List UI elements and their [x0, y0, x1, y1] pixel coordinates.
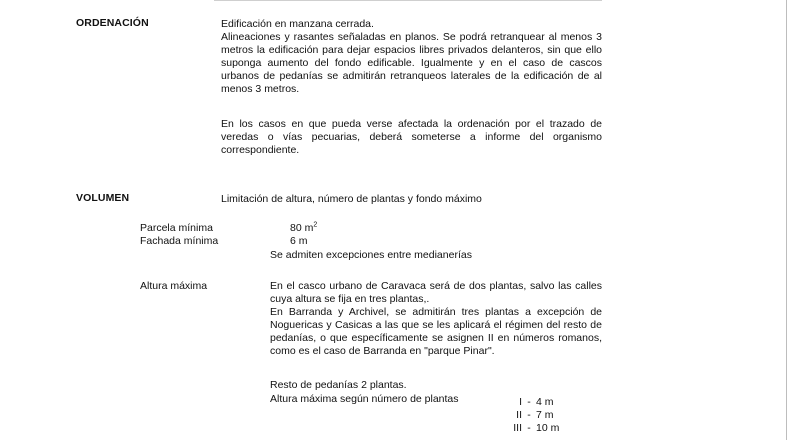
altura-maxima-label: Altura máxima — [140, 280, 208, 292]
plantas-numeral: I — [519, 396, 522, 408]
parcela-minima-label: Parcela mínima — [140, 222, 213, 234]
parcela-minima-value: 80 $m^2$ — [290, 221, 318, 234]
heights-row — [510, 422, 568, 435]
ordenacion-paragraph-alineaciones: Alineaciones y rasantes señaladas en planos. Se podrá retranquear al menos 3 metros la edificación para dejar espacios libres privados delanteros, sin que ello suponga aumento del fondo edificable. Igualmente y en el caso de cascos urbanos de pedanías se admitirán retranqueos laterales de la edificación de al menos 3 metros. — [221, 31, 602, 95]
volumen-heading: VOLUMEN — [76, 192, 130, 204]
altura-paragraph-barranda: En Barranda y Archivel, se admitirán tres plantas a excepción de Noguericas y Casicas a las que se les aplicará el régimen del resto de pedanías, o que específicamente se asignen II en números romanos, como es el caso de Barranda en "parque Pinar". — [270, 306, 602, 357]
ordenacion-first-line: Edificación en manzana cerrada. — [221, 18, 374, 30]
height-value: 7 m — [536, 409, 554, 421]
dash-separator: - — [527, 422, 531, 434]
heights-table — [510, 396, 568, 435]
heights-row — [510, 396, 568, 409]
excepciones-medianerias: Se admiten excepciones entre medianerías — [270, 249, 472, 261]
altura-paragraph-caravaca: En el casco urbano de Caravaca será de dos plantas, salvo las calles cuya altura se fija en tres plantas,. — [270, 280, 602, 305]
plantas-numeral: II — [516, 409, 522, 421]
ordenacion-paragraph-veredas: En los casos en que pueda verse afectada la ordenación por el trazado de veredas o vías pecuarias, deberá someterse a informe del organismo correspondiente. — [221, 118, 602, 156]
altura-segun-plantas: Altura máxima según número de plantas — [270, 393, 459, 405]
height-value: 4 m — [536, 396, 554, 408]
fachada-minima-label: Fachada mínima — [140, 235, 219, 247]
ordenacion-heading: ORDENACIÓN — [76, 17, 149, 29]
height-value: 10 m — [536, 422, 560, 434]
resto-pedanias: Resto de pedanías 2 plantas. — [270, 379, 407, 391]
top-divider — [214, 0, 602, 1]
right-edge-divider — [786, 0, 787, 440]
dash-separator: - — [527, 396, 531, 408]
plantas-numeral: III — [513, 422, 522, 434]
dash-separator: - — [527, 409, 531, 421]
fachada-minima-value: 6 m — [290, 235, 308, 247]
heights-row — [510, 409, 568, 422]
volumen-intro: Limitación de altura, número de plantas y fondo máximo — [221, 193, 482, 205]
